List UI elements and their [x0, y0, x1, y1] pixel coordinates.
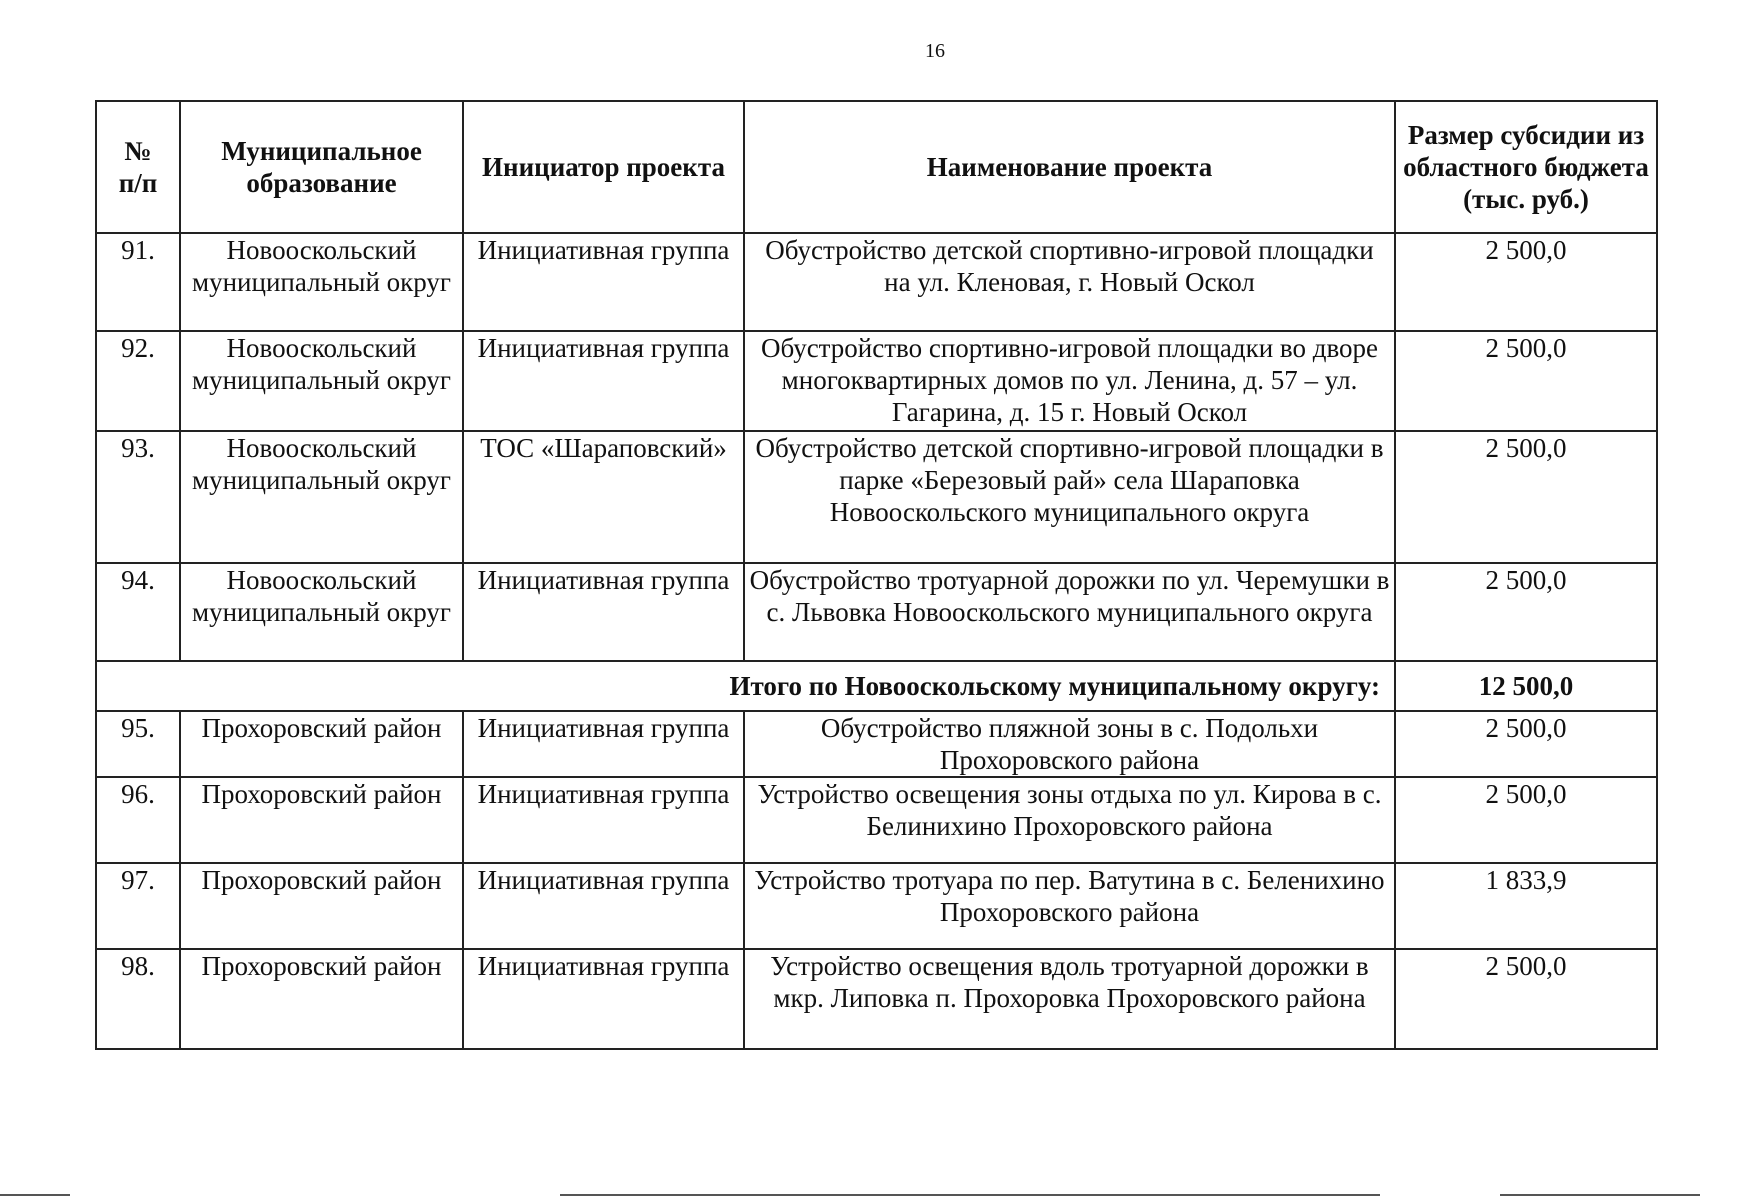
row-amount: 2 500,0	[1395, 777, 1657, 863]
table-header-row	[96, 101, 1657, 233]
total-amount: 12 500,0	[1395, 661, 1657, 711]
header-amount: Размер субсидии из областного бюджета (тыс. руб.)	[1395, 101, 1657, 233]
row-initiator: ТОС «Шараповский»	[463, 431, 744, 563]
row-amount: 2 500,0	[1395, 331, 1657, 431]
row-project: Обустройство тротуарной дорожки по ул. Черемушки в с. Львовка Новооскольского муниципального округа	[744, 563, 1395, 661]
row-num: 97.	[96, 863, 180, 949]
row-municipality: Новооскольский муниципальный округ	[180, 563, 463, 661]
table-row	[96, 863, 1657, 949]
row-num: 92.	[96, 331, 180, 431]
row-municipality: Новооскольский муниципальный округ	[180, 431, 463, 563]
table-row	[96, 777, 1657, 863]
row-municipality: Прохоровский район	[180, 711, 463, 777]
row-amount: 2 500,0	[1395, 563, 1657, 661]
row-num: 98.	[96, 949, 180, 1049]
header-num: № п/п	[96, 101, 180, 233]
row-municipality: Прохоровский район	[180, 777, 463, 863]
row-municipality: Прохоровский район	[180, 949, 463, 1049]
row-municipality: Новооскольский муниципальный округ	[180, 233, 463, 331]
row-num: 96.	[96, 777, 180, 863]
row-num: 93.	[96, 431, 180, 563]
row-project: Обустройство спортивно-игровой площадки во дворе многоквартирных домов по ул. Ленина, д. 57 – ул. Гагарина, д. 15 г. Новый Оскол	[744, 331, 1395, 431]
total-label: Итого по Новооскольскому муниципальному округу:	[96, 661, 1395, 711]
row-initiator: Инициативная группа	[463, 777, 744, 863]
row-num: 94.	[96, 563, 180, 661]
row-amount: 2 500,0	[1395, 949, 1657, 1049]
table-row	[96, 563, 1657, 661]
row-project: Устройство освещения зоны отдыха по ул. Кирова в с. Белинихино Прохоровского района	[744, 777, 1395, 863]
row-initiator: Инициативная группа	[463, 863, 744, 949]
row-initiator: Инициативная группа	[463, 331, 744, 431]
subsidy-table	[95, 100, 1658, 1050]
row-project: Обустройство пляжной зоны в с. Подольхи Прохоровского района	[744, 711, 1395, 777]
header-project: Наименование проекта	[744, 101, 1395, 233]
table-row	[96, 233, 1657, 331]
row-project: Обустройство детской спортивно-игровой площадки на ул. Кленовая, г. Новый Оскол	[744, 233, 1395, 331]
row-num: 91.	[96, 233, 180, 331]
row-initiator: Инициативная группа	[463, 949, 744, 1049]
row-project: Устройство тротуара по пер. Ватутина в с. Беленихино Прохоровского района	[744, 863, 1395, 949]
table-row	[96, 431, 1657, 563]
table-row	[96, 711, 1657, 777]
scan-edge-line-right	[1500, 1194, 1700, 1196]
row-municipality: Прохоровский район	[180, 863, 463, 949]
table-row	[96, 331, 1657, 431]
row-municipality: Новооскольский муниципальный округ	[180, 331, 463, 431]
total-row	[96, 661, 1657, 711]
row-amount: 2 500,0	[1395, 233, 1657, 331]
header-initiator: Инициатор проекта	[463, 101, 744, 233]
row-amount: 2 500,0	[1395, 711, 1657, 777]
row-amount: 2 500,0	[1395, 431, 1657, 563]
scan-edge-line-left	[0, 1194, 70, 1196]
row-initiator: Инициативная группа	[463, 233, 744, 331]
table-row	[96, 949, 1657, 1049]
row-project: Обустройство детской спортивно-игровой площадки в парке «Березовый рай» села Шараповка Новооскольского муниципального округа	[744, 431, 1395, 563]
scan-edge-line-center	[560, 1194, 1380, 1196]
row-initiator: Инициативная группа	[463, 711, 744, 777]
row-initiator: Инициативная группа	[463, 563, 744, 661]
row-num: 95.	[96, 711, 180, 777]
row-amount: 1 833,9	[1395, 863, 1657, 949]
row-project: Устройство освещения вдоль тротуарной дорожки в мкр. Липовка п. Прохоровка Прохоровского района	[744, 949, 1395, 1049]
header-municipality: Муниципальное образование	[180, 101, 463, 233]
page-number: 16	[925, 40, 945, 62]
